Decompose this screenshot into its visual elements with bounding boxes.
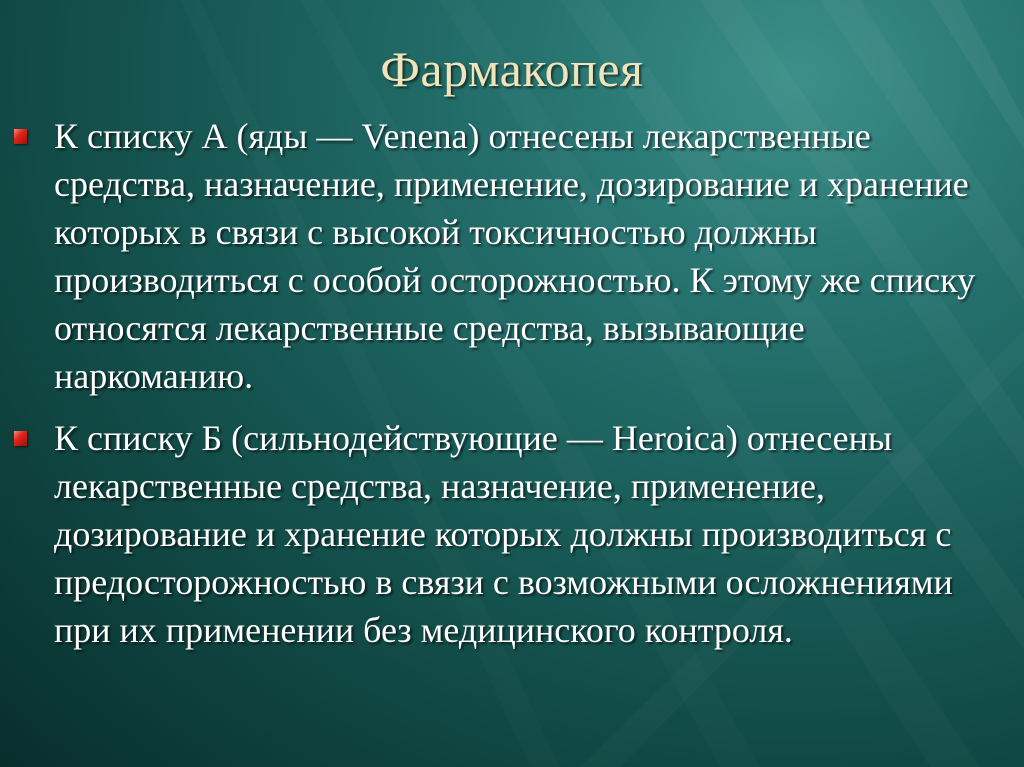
red-square-bullet-icon <box>14 129 27 144</box>
bullet-item-list-b <box>54 414 1006 654</box>
bullet-text: К списку А (яды — Venena) отнесены лекарственные средства, назначение, применение, дозирование и хранение которых в связи с высокой токсичностью должны производиться с особой осторожностью. К этому же списку относятся лекарственные средства, вызывающие наркоманию. <box>54 116 976 396</box>
bullet-text: К списку Б (сильнодействующие — Heroica) отнесены лекарственные средства, назначение, применение, дозирование и хранение которых должны производиться с предосторожностью в связи с возможными осложнениями при их применении без медицинского контроля. <box>54 418 953 650</box>
red-square-bullet-icon <box>14 431 27 446</box>
slide-title: Фармакопея <box>380 41 644 97</box>
bullet-item-list-a <box>54 112 1006 400</box>
bullet-list <box>54 112 1006 668</box>
